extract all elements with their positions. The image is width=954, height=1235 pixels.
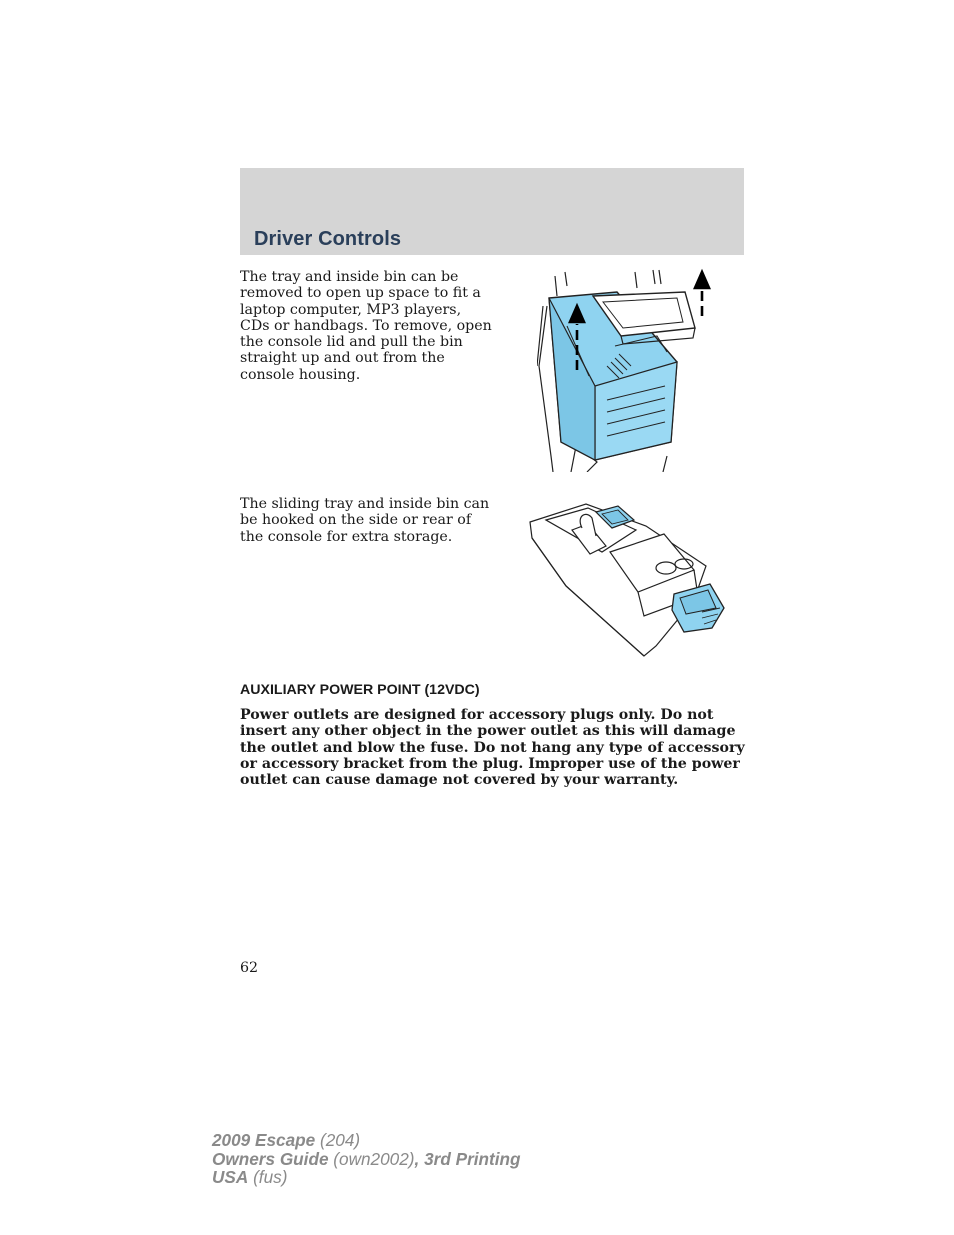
page-number: 62 (240, 960, 259, 976)
tray-hooking-paragraph: The sliding tray and inside bin can be hooked on the side or rear of the console for extra storage. (240, 496, 490, 545)
section-heading: AUXILIARY POWER POINT (12VDC) (240, 682, 480, 698)
header-band (240, 168, 744, 255)
bin-removal-illustration (537, 266, 719, 472)
footer (212, 1131, 521, 1187)
footer-line-3: USA (fus) (212, 1167, 288, 1187)
tray-removal-paragraph: The tray and inside bin can be removed to open up space to fit a laptop computer, MP3 players, CDs or handbags. To remove, open the console lid and pull the bin straight up and out from the console housing. (240, 269, 492, 383)
footer-line-1: 2009 Escape (204) (212, 1130, 361, 1150)
footer-line-2: Owners Guide (own2002), 3rd Printing (212, 1148, 521, 1169)
warning-text: Power outlets are designed for accessory plugs only. Do not insert any other object in the power outlet as this will damage the outlet and blow the fuse. Do not hang any type of accessory or accessory bracket from the plug. Improper use of the power outlet can cause damage not covered by your warranty. (240, 707, 745, 789)
console-storage-illustration (526, 496, 730, 658)
page-title: Driver Controls (254, 228, 402, 250)
